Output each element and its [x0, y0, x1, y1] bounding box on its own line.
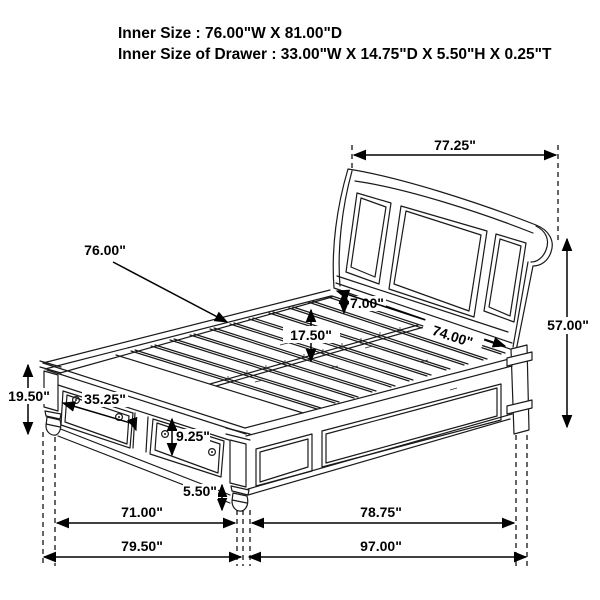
dim-label-platform-top-height: 17.50" [290, 327, 332, 343]
dim-foot-leg-height [183, 483, 222, 510]
dim-label-slat-width: 76.00" [84, 242, 126, 258]
dimension-annotations [6, 137, 591, 566]
dim-label-drawer-front-width: 35.25" [84, 391, 126, 407]
dim-footboard-leg-span [57, 504, 235, 523]
dim-slat-width [84, 242, 227, 322]
dim-label-footboard-leg-span: 71.00" [121, 504, 163, 520]
side-rail-panel-small [256, 434, 312, 486]
right-front-foot [231, 486, 249, 511]
side-rail [248, 352, 532, 495]
dim-label-headboard-rail-offset: 7.00" [350, 295, 384, 311]
dim-label-footboard-height: 19.50" [8, 388, 50, 404]
dim-label-headboard-inner-width: 74.00" [430, 321, 475, 351]
drawer-inner-size-title: Inner Size of Drawer : 33.00"W X 14.75"D X 5.50"H X 0.25"T [118, 46, 552, 63]
projection-lines [43, 432, 527, 566]
inner-size-title: Inner Size : 76.00"W X 81.00"D [118, 25, 343, 42]
footboard-right-post [230, 440, 246, 487]
dim-label-footboard-overall-width: 79.50" [121, 538, 163, 554]
dim-label-headboard-width: 77.25" [434, 137, 476, 153]
drawer-divider [133, 413, 148, 452]
dim-label-overall-depth: 97.00" [360, 538, 402, 554]
dim-side-rail-span [252, 504, 514, 523]
dim-headboard-height [545, 239, 591, 427]
dim-overall-depth [249, 538, 526, 557]
dim-drawer-front-height [172, 419, 210, 455]
dim-label-side-rail-span: 78.75" [360, 504, 402, 520]
dim-label-foot-leg-height: 5.50" [183, 483, 217, 499]
dim-label-drawer-front-height: 9.25" [176, 428, 210, 444]
left-front-foot [45, 411, 61, 435]
dim-footboard-overall-width [44, 538, 241, 557]
dim-label-headboard-height: 57.00" [547, 317, 589, 333]
footboard [40, 361, 250, 503]
